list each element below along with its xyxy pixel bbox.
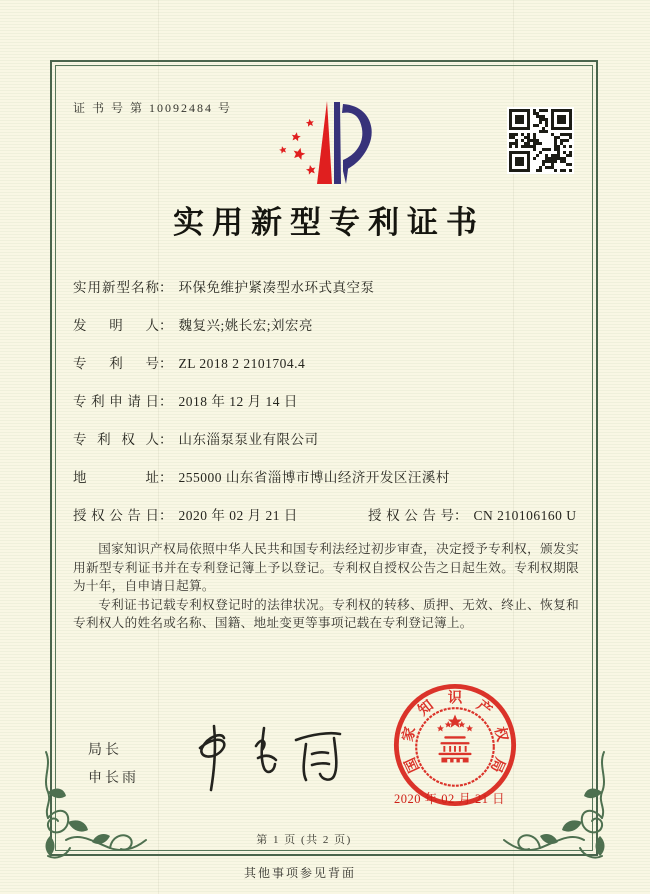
field-value: 魏复兴;姚长宏;刘宏亮 (178, 318, 314, 333)
certificate-fields (73, 277, 585, 543)
cnipa-patent-logo-icon (269, 96, 379, 188)
field-label: 授权公告日 (73, 508, 159, 523)
field-label: 实用新型名称 (73, 280, 159, 295)
seal-char: 知 (415, 697, 437, 720)
signer-block (88, 741, 139, 797)
field-value: 2020 年 02 月 21 日 (178, 508, 298, 523)
seal-char: 产 (473, 697, 495, 720)
field-row-patentee: 专利权人： 山东淄泵泵业有限公司 (73, 429, 585, 451)
seal-char: 识 (447, 690, 463, 707)
seal-char: 权 (490, 725, 510, 744)
field-label: 发明人 (73, 318, 159, 333)
seal-char: 国 (402, 754, 424, 775)
legal-paragraph: 国家知识产权局依照中华人民共和国专利法经过初步审查，决定授予专利权，颁发实用新型专利证书并在专利登记簿上予以登记。专利权自授权公告之日起生效。专利权期限为十年，自申请日起算。 (73, 542, 579, 594)
field-label: 专利权人 (73, 432, 159, 447)
field-label: 授权公告号 (368, 508, 454, 523)
field-value: ZL 2018 2 2101704.4 (178, 356, 306, 371)
field-row-patent-number: 专利号： ZL 2018 2 2101704.4 (73, 353, 585, 375)
field-label: 地址 (73, 470, 159, 485)
seal-char: 局 (486, 754, 508, 775)
seal-date: 2020 年 02 月 21 日 (394, 792, 506, 806)
field-row-address: 地址： 255000 山东省淄博市博山经济开发区汪溪村 (73, 467, 585, 489)
field-value: 2018 年 12 月 14 日 (178, 394, 298, 409)
field-label: 专利申请日 (73, 394, 159, 409)
legal-text (73, 540, 579, 633)
field-row-inventors: 发明人： 魏复兴;姚长宏;刘宏亮 (73, 315, 585, 337)
certificate-title: 实用新型专利证书 (173, 205, 485, 240)
qr-code (507, 107, 574, 174)
signer-post-title: 局长 (88, 743, 122, 758)
certificate-number: 证 书 号 第 10092484 号 (73, 101, 233, 115)
field-value: 255000 山东省淄博市博山经济开发区汪溪村 (178, 470, 450, 485)
field-label: 专利号 (73, 356, 159, 371)
legal-paragraph: 专利证书记载专利权登记时的法律状况。专利权的转移、质押、无效、终止、恢复和专利权人的姓名或名称、国籍、地址变更等事项记载在专利登记簿上。 (73, 597, 579, 631)
field-row-name: 实用新型名称： 环保免维护紧凑型水环式真空泵 (73, 277, 585, 299)
page-number: 第 1 页 (共 2 页) (256, 834, 352, 846)
field-row-grant: 授权公告日： 2020 年 02 月 21 日 授权公告号： CN 210106160 U (73, 505, 585, 527)
field-value: 环保免维护紧凑型水环式真空泵 (178, 280, 375, 295)
national-emblem-icon (435, 714, 476, 773)
field-row-filing-date: 专利申请日： 2018 年 12 月 14 日 (73, 391, 585, 413)
field-value: 山东淄泵泵业有限公司 (178, 432, 319, 447)
field-value: CN 210106160 U (473, 508, 577, 523)
seal-char: 家 (400, 725, 420, 744)
back-side-note: 其他事项参见背面 (243, 866, 356, 880)
signer-name: 申长雨 (88, 771, 139, 786)
handwritten-signature (178, 720, 353, 798)
field-grant-number: 授权公告号： CN 210106160 U (368, 505, 577, 527)
